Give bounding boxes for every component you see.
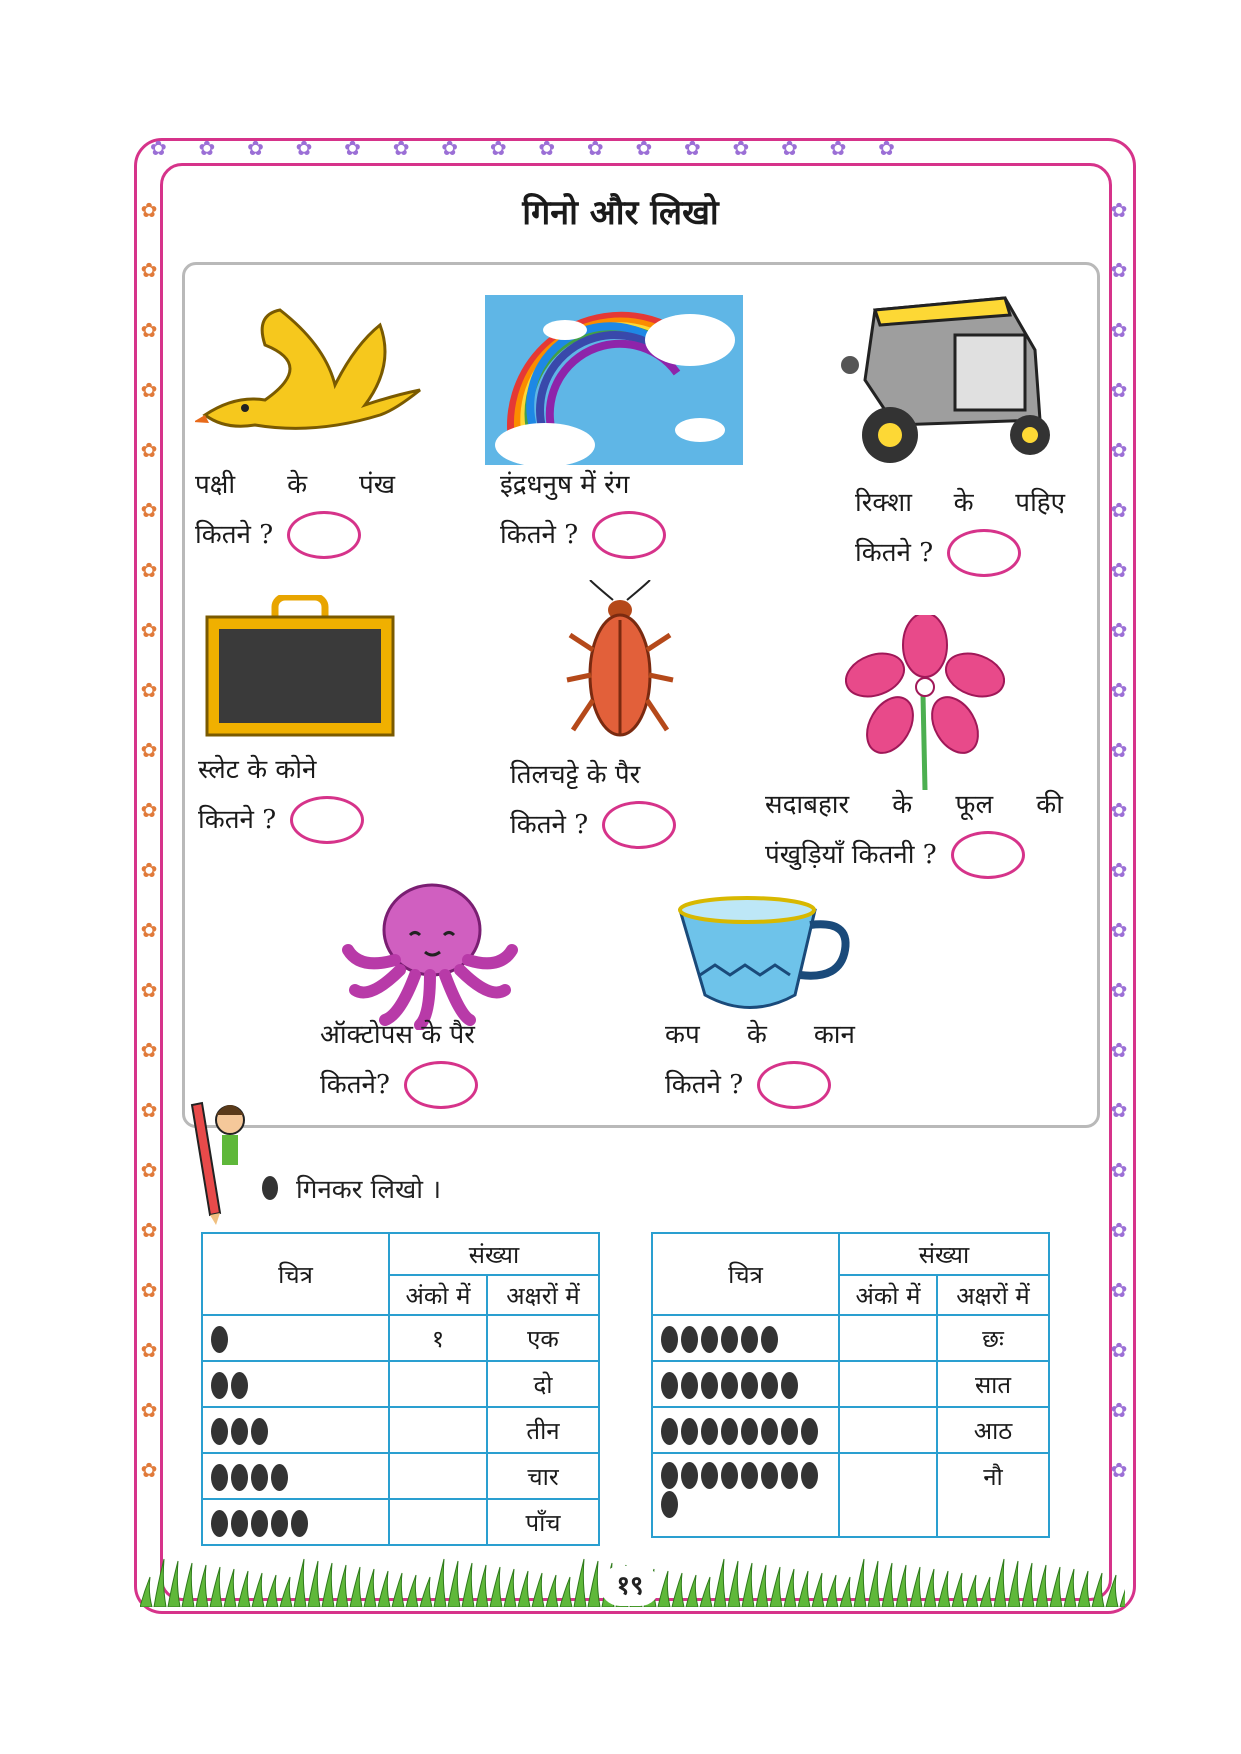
dot-icon (231, 1418, 248, 1445)
bird-answer-oval[interactable] (287, 511, 361, 559)
cup-answer-oval[interactable] (757, 1061, 831, 1109)
dot-icon (701, 1326, 718, 1353)
header-picture: चित्र (652, 1233, 839, 1315)
cockroach-answer-oval[interactable] (602, 801, 676, 849)
rickshaw-word-3: पहिए (1015, 488, 1065, 518)
word-cell: नौ (937, 1453, 1049, 1537)
digit-cell[interactable] (389, 1453, 487, 1499)
instruction (262, 1170, 441, 1206)
dots-cell (202, 1499, 389, 1545)
header-count: संख्या (389, 1233, 599, 1275)
bird-word-1: पक्षी (195, 470, 236, 500)
rickshaw-word-2: के (953, 488, 974, 518)
word-cell: दो (487, 1361, 599, 1407)
dots-cell (202, 1361, 389, 1407)
rainbow-question-line1: इंद्रधनुष में रंग (500, 470, 630, 500)
header-digits: अंको में (839, 1275, 937, 1315)
dot-icon (291, 1510, 308, 1537)
word-cell: एक (487, 1315, 599, 1361)
octopus-image (340, 880, 520, 1030)
digit-cell[interactable] (389, 1361, 487, 1407)
word-cell: आठ (937, 1407, 1049, 1453)
octopus-answer-oval[interactable] (404, 1061, 478, 1109)
flower-question (765, 780, 1063, 880)
slate-answer-oval[interactable] (290, 796, 364, 844)
header-count: संख्या (839, 1233, 1049, 1275)
dot-icon (701, 1418, 718, 1445)
dot-icon (211, 1510, 228, 1537)
digit-cell[interactable]: १ (389, 1315, 487, 1361)
dot-icon (661, 1418, 678, 1445)
header-words: अक्षरों में (487, 1275, 599, 1315)
cup-image (675, 895, 855, 1020)
dot-icon (661, 1372, 678, 1399)
bird-image (195, 305, 425, 435)
butterfly-border-left-icon: ✿ ✿ ✿ ✿ ✿ ✿ ✿ ✿ ✿ ✿ ✿ ✿ ✿ ✿ ✿ ✿ ✿ ✿ ✿ ✿ ✿ ✿ (140, 198, 158, 1482)
dot-icon (271, 1464, 288, 1491)
dot-icon (741, 1418, 758, 1445)
header-words: अक्षरों में (937, 1275, 1049, 1315)
rickshaw-word-1: रिक्शा (855, 488, 912, 518)
dot-icon (701, 1462, 718, 1489)
bird-question-ask: कितने ? (195, 520, 274, 550)
flower-question-ask: पंखुड़ियाँ कितनी ? (765, 840, 937, 870)
flower-word-1: सदाबहार (765, 790, 850, 820)
rickshaw-image (835, 290, 1055, 470)
dot-icon (661, 1326, 678, 1353)
dot-icon (721, 1326, 738, 1353)
cup-question-ask: कितने ? (665, 1070, 744, 1100)
rainbow-question (500, 460, 666, 560)
cup-word-1: कप (665, 1020, 700, 1050)
dot-icon (741, 1326, 758, 1353)
bird-word-3: पंख (358, 470, 395, 500)
dot-icon (251, 1464, 268, 1491)
cockroach-question-line1: तिलचट्टे के पैर (510, 760, 641, 790)
flower-image (845, 615, 1005, 795)
dot-icon (211, 1372, 228, 1399)
bullet-icon (262, 1176, 278, 1200)
slate-question-ask: कितने ? (198, 805, 277, 835)
rainbow-image (485, 295, 743, 465)
dot-icon (761, 1462, 778, 1489)
header-digits: अंको में (389, 1275, 487, 1315)
rainbow-answer-oval[interactable] (592, 511, 666, 559)
digit-cell[interactable] (389, 1407, 487, 1453)
rickshaw-question (855, 478, 1065, 578)
cockroach-question-ask: कितने ? (510, 810, 589, 840)
word-cell: छः (937, 1315, 1049, 1361)
butterfly-border-top-icon: ✿ ✿ ✿ ✿ ✿ ✿ ✿ ✿ ✿ ✿ ✿ ✿ ✿ ✿ ✿ ✿ (150, 136, 895, 160)
dots-cell (652, 1407, 839, 1453)
instruction-text: गिनकर लिखो । (296, 1175, 442, 1205)
dot-icon (681, 1418, 698, 1445)
cup-question (665, 1010, 855, 1110)
butterfly-border-right-icon: ✿ ✿ ✿ ✿ ✿ ✿ ✿ ✿ ✿ ✿ ✿ ✿ ✿ ✿ ✿ ✿ ✿ ✿ ✿ ✿ ✿ ✿ (1110, 198, 1128, 1482)
dot-icon (661, 1491, 678, 1518)
cup-word-2: के (746, 1020, 767, 1050)
digit-cell[interactable] (839, 1407, 937, 1453)
page-title: गिनो और लिखो (522, 193, 719, 233)
flower-word-4: की (1036, 790, 1063, 820)
dot-icon (231, 1372, 248, 1399)
cup-word-3: कान (813, 1020, 855, 1050)
dot-icon (761, 1418, 778, 1445)
dots-cell (202, 1453, 389, 1499)
header-picture: चित्र (202, 1233, 389, 1315)
slate-question (198, 745, 364, 845)
dot-icon (661, 1462, 678, 1489)
bird-question (195, 460, 395, 560)
dot-icon (781, 1418, 798, 1445)
dot-icon (741, 1462, 758, 1489)
dot-icon (801, 1418, 818, 1445)
dots-cell (652, 1453, 839, 1537)
dot-icon (761, 1326, 778, 1353)
dot-icon (701, 1372, 718, 1399)
octopus-question (320, 1010, 478, 1110)
dot-icon (211, 1326, 228, 1353)
word-cell: सात (937, 1361, 1049, 1407)
cockroach-image (565, 580, 675, 750)
word-cell: चार (487, 1453, 599, 1499)
digit-cell[interactable] (839, 1315, 937, 1361)
dots-cell (202, 1407, 389, 1453)
count-table-left (201, 1232, 600, 1546)
slate-question-line1: स्लेट के कोने (198, 755, 317, 785)
dot-icon (761, 1372, 778, 1399)
octopus-question-line1: ऑक्टोपस के पैर (320, 1020, 475, 1050)
dot-icon (681, 1326, 698, 1353)
dot-icon (211, 1464, 228, 1491)
dot-icon (781, 1462, 798, 1489)
word-cell: पाँच (487, 1499, 599, 1545)
dot-icon (211, 1418, 228, 1445)
dots-cell (652, 1361, 839, 1407)
dots-cell (652, 1315, 839, 1361)
dot-icon (801, 1462, 818, 1489)
flower-word-2: के (892, 790, 913, 820)
digit-cell[interactable] (839, 1361, 937, 1407)
flower-word-3: फूल (955, 790, 994, 820)
page-number: १९ (600, 1566, 660, 1606)
dot-icon (681, 1372, 698, 1399)
dot-icon (741, 1372, 758, 1399)
dot-icon (231, 1464, 248, 1491)
slate-image (203, 595, 398, 740)
dot-icon (781, 1372, 798, 1399)
digit-cell[interactable] (839, 1453, 937, 1537)
digit-cell[interactable] (389, 1499, 487, 1545)
dot-icon (681, 1462, 698, 1489)
dot-icon (251, 1510, 268, 1537)
cockroach-question (510, 750, 676, 850)
pencil-girl-icon (180, 1095, 250, 1225)
rainbow-question-ask: कितने ? (500, 520, 579, 550)
dot-icon (721, 1372, 738, 1399)
word-cell: तीन (487, 1407, 599, 1453)
dot-icon (721, 1418, 738, 1445)
count-table-right (651, 1232, 1050, 1538)
rickshaw-answer-oval[interactable] (947, 529, 1021, 577)
flower-answer-oval[interactable] (951, 831, 1025, 879)
octopus-question-ask: कितने? (320, 1070, 390, 1100)
dot-icon (271, 1510, 288, 1537)
dot-icon (721, 1462, 738, 1489)
rickshaw-question-ask: कितने ? (855, 538, 934, 568)
dots-cell (202, 1315, 389, 1361)
bird-word-2: के (287, 470, 308, 500)
dot-icon (251, 1418, 268, 1445)
dot-icon (231, 1510, 248, 1537)
